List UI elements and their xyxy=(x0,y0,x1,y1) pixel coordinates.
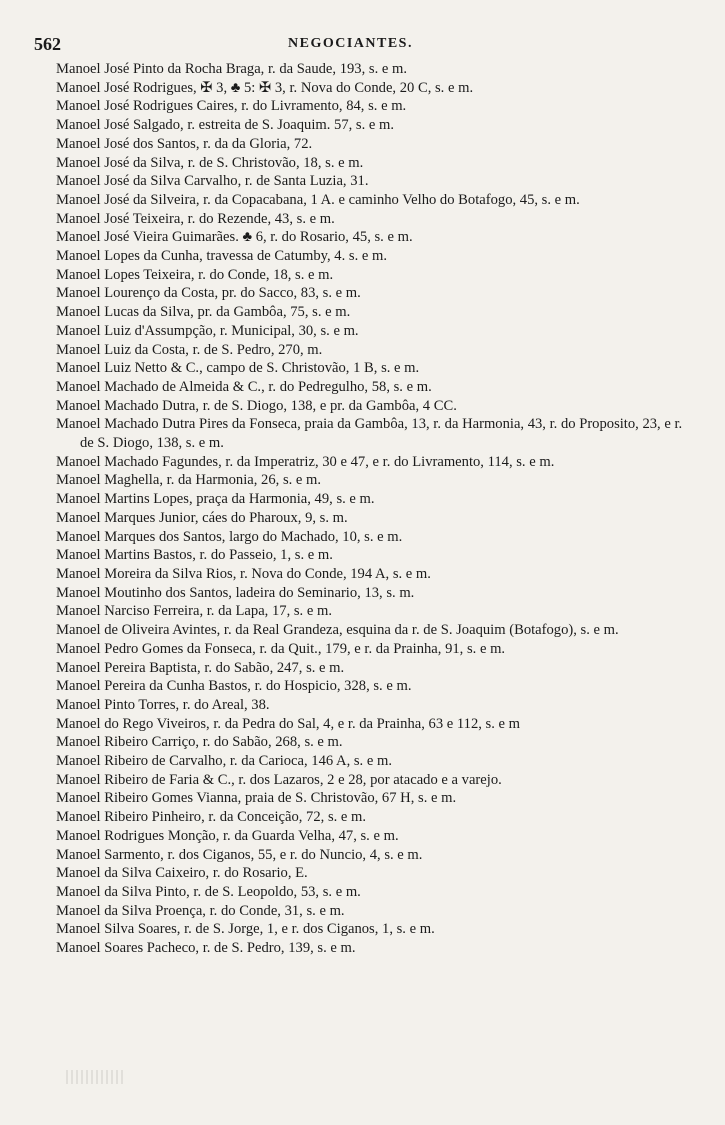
running-title: NEGOCIANTES. xyxy=(288,36,413,51)
list-item: Manoel Luiz d'Assumpção, r. Municipal, 30, s. e m. xyxy=(56,322,359,339)
list-item: Manoel José Pinto da Rocha Braga, r. da Saude, 193, s. e m. xyxy=(56,61,407,77)
list-item: Manoel Narciso Ferreira, r. da Lapa, 17, s. e m. xyxy=(56,603,332,620)
list-item: Manoel Pereira Baptista, r. do Sabão, 247, s. e m. xyxy=(56,659,345,676)
list-item: Manoel Ribeiro Gomes Vianna, praia de S. Christovão, 67 H, s. e m. xyxy=(56,790,457,807)
list-item: Manoel Moreira da Silva Rios, r. Nova do Conde, 194 A, s. e m. xyxy=(56,565,431,582)
list-item: Manoel Pereira da Cunha Bastos, r. do Hospicio, 328, s. e m. xyxy=(56,678,412,695)
list-item: Manoel de Oliveira Avintes, r. da Real Grandeza, esquina da r. de S. Joaquim (Botafogo), s. e m. xyxy=(56,622,619,639)
list-item: Manoel José dos Santos, r. da da Gloria, 72. xyxy=(56,135,313,152)
merchant-list xyxy=(56,60,697,958)
scan-smudge xyxy=(66,1070,126,1084)
list-item: Manoel Machado Dutra Pires da Fonseca, praia da Gambôa, 13, r. da Harmonia, 43, r. do Proposito, 23, e r. de S. Diogo, 138, s. e m. xyxy=(56,416,683,452)
list-item: Manoel Pinto Torres, r. do Areal, 38. xyxy=(56,696,270,713)
list-item: Manoel Ribeiro Carriço, r. do Sabão, 268, s. e m. xyxy=(56,734,343,751)
list-item: Manoel Ribeiro Pinheiro, r. da Conceição, 72, s. e m. xyxy=(56,809,367,826)
list-item: Manoel Lucas da Silva, pr. da Gambôa, 75, s. e m. xyxy=(56,304,351,321)
list-item: Manoel José Teixeira, r. do Rezende, 43, s. e m. xyxy=(56,210,335,227)
list-item: Manoel da Silva Caixeiro, r. do Rosario, E. xyxy=(56,865,308,882)
list-item: Manoel Sarmento, r. dos Ciganos, 55, e r. do Nuncio, 4, s. e m. xyxy=(56,846,423,863)
list-item: Manoel Machado Dutra, r. de S. Diogo, 138, e pr. da Gambôa, 4 CC. xyxy=(56,397,457,414)
list-item: Manoel José da Silveira, r. da Copacabana, 1 A. e caminho Velho do Botafogo, 45, s. e m. xyxy=(56,191,580,208)
list-item: Manoel José Rodrigues, ✠ 3, ♣ 5: ✠ 3, r. Nova do Conde, 20 C, s. e m. xyxy=(56,79,474,96)
list-item: Manoel Luiz da Costa, r. de S. Pedro, 270, m. xyxy=(56,341,323,358)
page-number: 562 xyxy=(34,34,61,54)
list-item: Manoel Martins Bastos, r. do Passeio, 1, s. e m. xyxy=(56,547,333,564)
list-item: Manoel Ribeiro de Carvalho, r. da Carioca, 146 A, s. e m. xyxy=(56,753,392,770)
list-item: Manoel do Rego Viveiros, r. da Pedra do Sal, 4, e r. da Prainha, 63 e 112, s. e m xyxy=(56,715,521,732)
list-item: Manoel Soares Pacheco, r. de S. Pedro, 139, s. e m. xyxy=(56,940,356,957)
list-item: Manoel da Silva Proença, r. do Conde, 31, s. e m. xyxy=(56,902,345,919)
list-item: Manoel Luiz Netto & C., campo de S. Christovão, 1 B, s. e m. xyxy=(56,360,420,377)
list-item: Manoel José Rodrigues Caires, r. do Livramento, 84, s. e m. xyxy=(56,98,407,115)
list-item: Manoel Moutinho dos Santos, ladeira do Seminario, 13, s. m. xyxy=(56,584,415,601)
list-item: Manoel Machado de Almeida & C., r. do Pedregulho, 58, s. e m. xyxy=(56,378,432,395)
list-item: Manoel José da Silva, r. de S. Christovão, 18, s. e m. xyxy=(56,154,364,171)
list-item: Manoel José da Silva Carvalho, r. de Santa Luzia, 31. xyxy=(56,173,369,190)
list-item: Manoel José Salgado, r. estreita de S. Joaquim. 57, s. e m. xyxy=(56,117,395,134)
list-item: Manoel Silva Soares, r. de S. Jorge, 1, e r. dos Ciganos, 1, s. e m. xyxy=(56,921,435,938)
list-item: Manoel Marques Junior, cáes do Pharoux, 9, s. m. xyxy=(56,509,348,526)
list-item: Manoel José Vieira Guimarães. ♣ 6, r. do Rosario, 45, s. e m. xyxy=(56,229,413,246)
list-item: Manoel Marques dos Santos, largo do Machado, 10, s. e m. xyxy=(56,528,403,545)
list-item: Manoel Lourenço da Costa, pr. do Sacco, 83, s. e m. xyxy=(56,285,361,302)
list-item: Manoel Machado Fagundes, r. da Imperatriz, 30 e 47, e r. do Livramento, 114, s. e m. xyxy=(56,453,555,470)
list-item: Manoel Maghella, r. da Harmonia, 26, s. e m. xyxy=(56,472,322,489)
list-item: Manoel da Silva Pinto, r. de S. Leopoldo, 53, s. e m. xyxy=(56,883,361,900)
list-item: Manoel Lopes da Cunha, travessa de Catumby, 4. s. e m. xyxy=(56,248,387,265)
page-header xyxy=(34,34,697,56)
list-item: Manoel Rodrigues Monção, r. da Guarda Velha, 47, s. e m. xyxy=(56,827,399,844)
list-item: Manoel Ribeiro de Faria & C., r. dos Lazaros, 2 e 28, por atacado e a varejo. xyxy=(56,771,502,788)
list-item: Manoel Martins Lopes, praça da Harmonia, 49, s. e m. xyxy=(56,491,375,508)
list-item: Manoel Pedro Gomes da Fonseca, r. da Quit., 179, e r. da Prainha, 91, s. e m. xyxy=(56,640,506,657)
list-item: Manoel Lopes Teixeira, r. do Conde, 18, s. e m. xyxy=(56,266,334,283)
